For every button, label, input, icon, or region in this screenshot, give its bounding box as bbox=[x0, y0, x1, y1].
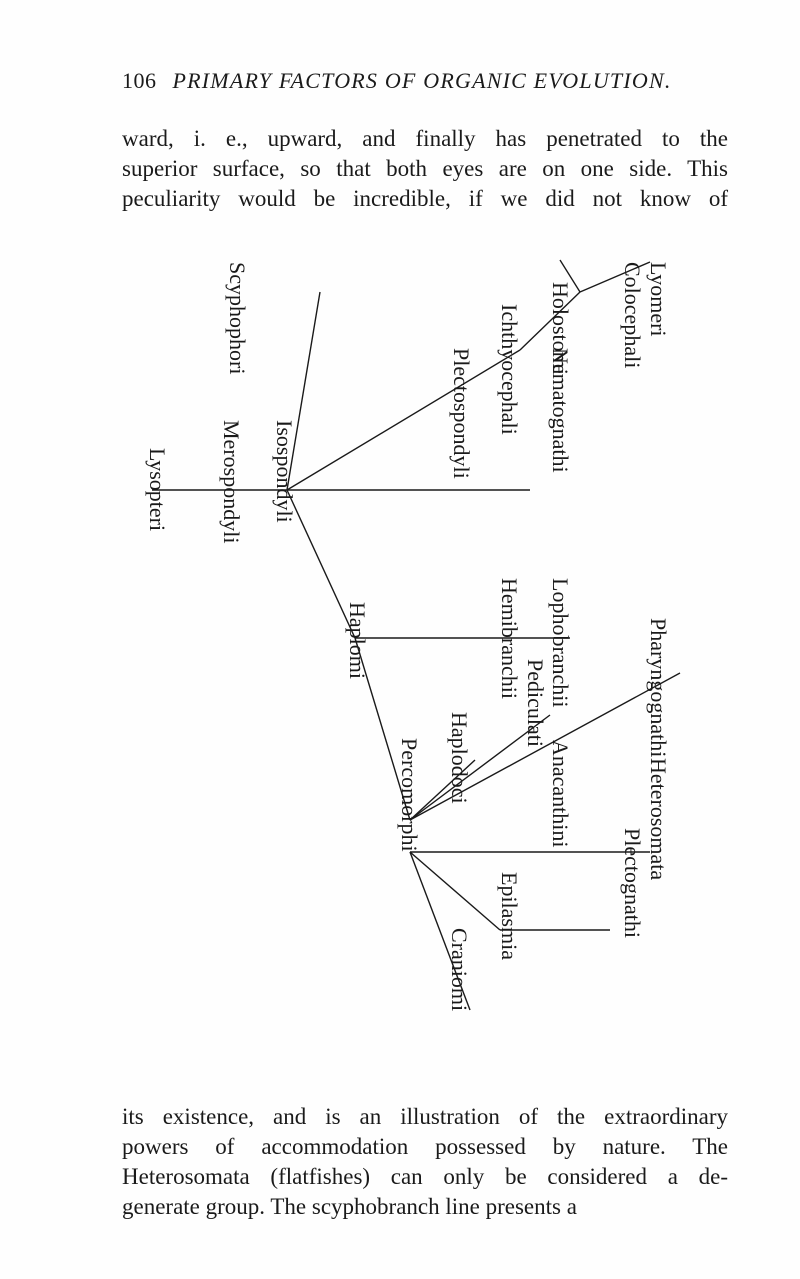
label-plectognathi: Plectognathi bbox=[620, 828, 645, 938]
text-line: generate group. The scyphobranch line presents a bbox=[122, 1194, 577, 1219]
label-merospondyli: Merospondyli bbox=[219, 420, 244, 544]
running-title: PRIMARY FACTORS OF ORGANIC EVOLUTION. bbox=[172, 68, 672, 93]
text-line: superior surface, so that both eyes are on one side. This bbox=[122, 156, 728, 181]
label-lyomeri: Lyomeri bbox=[646, 262, 671, 337]
label-epilasmia: Epilasmia bbox=[497, 872, 522, 960]
label-haplodoci: Haplodoci bbox=[447, 712, 472, 804]
label-percomorphi: Percomorphi bbox=[397, 738, 422, 852]
text-line: peculiarity would be incredible, if we did not know of bbox=[122, 186, 728, 211]
page-number: 106 bbox=[122, 68, 157, 93]
label-anacanthini: Anacanthini bbox=[548, 740, 573, 848]
label-pharyngognathi: Pharyngognathi bbox=[646, 618, 671, 758]
label-heterosomata: Heterosomata bbox=[646, 758, 671, 881]
label-ichthyocephali: Ichthyocephali bbox=[497, 304, 522, 435]
label-nematognathi: Nematognathi bbox=[548, 348, 573, 473]
label-scyphophori: Scyphophori bbox=[225, 262, 250, 375]
label-pediculati: Pediculati bbox=[523, 659, 548, 747]
label-hemibranchii: Hemibranchii bbox=[497, 578, 522, 699]
label-colocephali: Colocephali bbox=[620, 262, 645, 369]
text-line: its existence, and is an illustration of the extraordinary bbox=[122, 1104, 728, 1129]
label-holostomi: Holostomi bbox=[548, 282, 573, 375]
label-lysopteri: Lysopteri bbox=[145, 448, 170, 532]
label-plectospondyli: Plectospondyli bbox=[449, 348, 474, 479]
text-line: Heterosomata (flatfishes) can only be considered a de- bbox=[122, 1164, 728, 1189]
label-haplomi: Haplomi bbox=[345, 602, 370, 679]
label-craniomi: Craniomi bbox=[447, 928, 472, 1012]
paragraph-bottom bbox=[122, 1102, 728, 1222]
label-isospondyli: Isospondyli bbox=[272, 420, 297, 523]
text-line: ward, i. e., upward, and finally has penetrated to the bbox=[122, 126, 728, 151]
label-lophobranchii: Lophobranchii bbox=[548, 578, 573, 708]
branch-line bbox=[287, 350, 520, 490]
tree-labels bbox=[145, 262, 671, 1011]
branch-line bbox=[410, 852, 500, 930]
text-line: powers of accommodation possessed by nature. The bbox=[122, 1134, 728, 1159]
